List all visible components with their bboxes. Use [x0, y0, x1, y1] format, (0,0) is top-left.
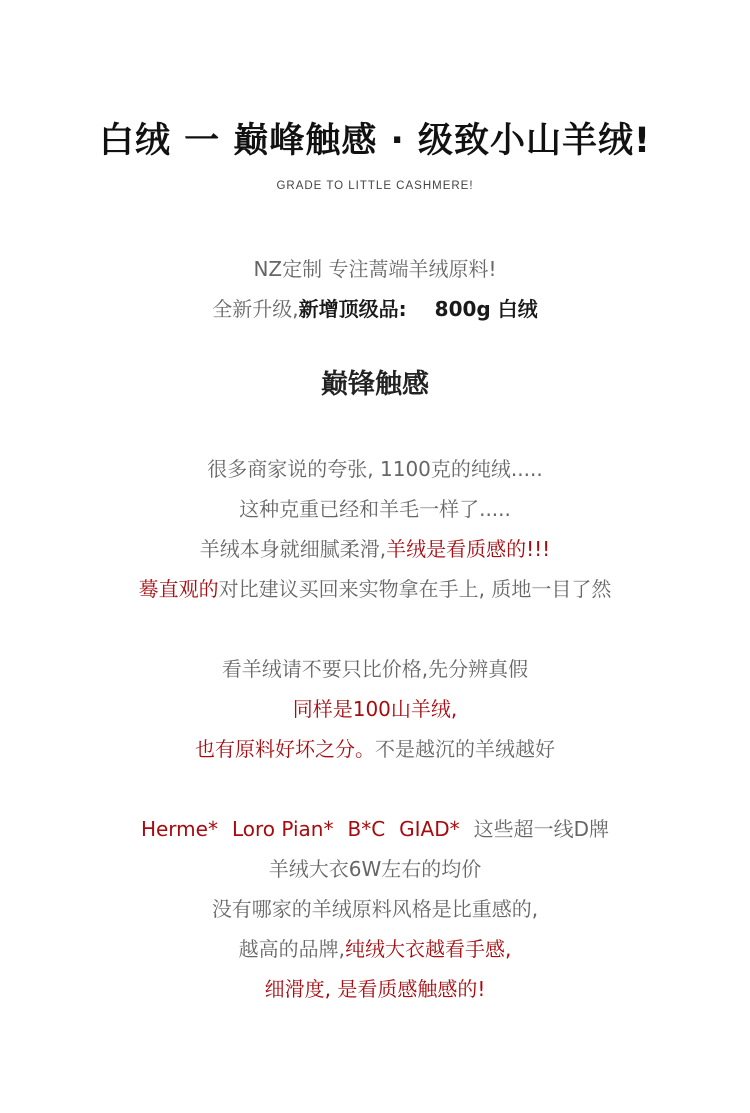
para1-text-1: 很多商家说的夸张, 1100克的纯绒.....	[207, 457, 543, 481]
intro-line-2	[0, 299, 750, 319]
para1-text-2: 这种克重已经和羊毛一样了.....	[239, 497, 511, 521]
para1-text-3: 羊绒本身就细腻柔滑,	[199, 537, 387, 561]
para3-line-2	[0, 859, 750, 879]
para2-text-3: 不是越沉的羊绒越好	[375, 737, 555, 761]
para1-line-4	[0, 579, 750, 599]
para3-text-1: 这些超一线D牌	[473, 817, 610, 841]
para1-highlight-4: 蓦直观的	[138, 577, 219, 601]
section-title: 巅锋触感	[321, 369, 429, 400]
brand-name: B*C	[347, 817, 386, 841]
brand-name: Herme*	[140, 817, 218, 841]
brand-name: Loro Pian*	[231, 817, 334, 841]
para3-line-5	[0, 979, 750, 999]
page-subtitle: GRADE TO LITTLE CASHMERE!	[276, 180, 474, 192]
brand-name: GIAD*	[399, 817, 460, 841]
para1-line-2	[0, 499, 750, 519]
para3-text-3: 没有哪家的羊绒原料风格是比重感的,	[211, 897, 539, 921]
page-title: 白绒 一 巅峰触感 · 级致小山羊绒!	[99, 121, 651, 161]
para3-highlight-5: 细滑度, 是看质感触感的!	[264, 977, 486, 1001]
para3-line-4	[0, 939, 750, 959]
intro-line-1	[0, 259, 750, 279]
para3-text-4: 越高的品牌,	[238, 937, 345, 961]
para1-highlight-3: 羊绒是看质感的!!!	[386, 537, 551, 561]
para2-highlight-3: 也有原料好坏之分。	[195, 737, 375, 761]
para3-highlight-4: 纯绒大衣越看手感,	[345, 937, 512, 961]
para3-line-3	[0, 899, 750, 919]
para3-line-1	[0, 819, 750, 839]
intro-new-product-label: 新增顶级品:	[298, 297, 407, 321]
intro-text: NZ定制 专注蒿端羊绒原料!	[253, 257, 497, 281]
para1-text-4: 对比建议买回来实物拿在手上, 质地一目了然	[218, 577, 612, 601]
para2-line-3	[0, 739, 750, 759]
para2-highlight-2: 同样是100山羊绒,	[292, 697, 458, 721]
para2-text-1: 看羊绒请不要只比价格,先分辨真假	[221, 657, 529, 681]
para2-line-1	[0, 659, 750, 679]
para1-line-1	[0, 459, 750, 479]
para2-line-2	[0, 699, 750, 719]
para3-text-2: 羊绒大衣6W左右的均价	[268, 857, 482, 881]
intro-product-name: 800g 白绒	[434, 297, 538, 321]
para1-line-3	[0, 539, 750, 559]
intro-lead: 全新升级,	[212, 297, 299, 321]
